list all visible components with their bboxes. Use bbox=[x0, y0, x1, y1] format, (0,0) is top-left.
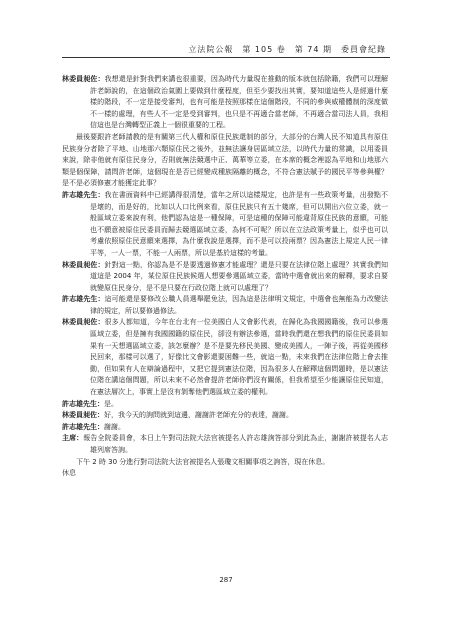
speaker-label: 林委員昶佐： bbox=[62, 75, 105, 83]
paragraph-text: 好，我今天的詢問就到這邊，謝謝許老師充分的表達，謝謝。 bbox=[104, 411, 293, 420]
paragraph-3 bbox=[62, 190, 388, 260]
paragraph-text: 很多人都知道，今年在台北有一位美國白人文會影代表，在歸化為我國國籍後，我可以參選區域立委，但是擁有我國國籍的原住民，卻沒有辦法參選，當時我們還在想我們的原住民委員如果有一天想選區域立委，該怎麼辦？是不是要先移民美國、變成美國人，一陣子後，再從美國移民回來，那樣可以選了，好像比文會影還要困難一些，就這一點，未來我們在法律位階上會去推動，但如果有人在辯論過程中，又把它提到憲法位階，因為很多人在解釋這個問題時，是以憲法位階在講這個問題，所以未來不必然會提許老師你們沒有關係，但我希望至少能讓原住民知道，在憲法層次上，事實上是沒有剝奪他們選區域立委的權利。 bbox=[90, 318, 389, 397]
paragraph-text: 我想還是針對我們來講也很重要，因為時代力量現在推動的版本就包括除籍，我們可以理解許老師說的，在這個政治氣圍上要做到什麼程度，但至少要找出其實，要知道這些人是經過什麼樣的階段，不一定是接受審判，也有可能是按照那樣在這個階段，不同的參與威權體制的深度做不一樣的處理，有些人不一定是受到審判，也只是不再適合當老師，不再適合當司法人員，我相信這也是台灣轉型正義上一個很重要的工程。 bbox=[90, 75, 389, 130]
paragraph-text: 這可能還是要修改公職人員選舉罷免法，因為這是法律明文規定，中選會也無能為力改變法律的規定，所以要修過修法。 bbox=[90, 295, 389, 315]
paragraph-1 bbox=[62, 74, 388, 132]
speaker-label: 林委員昶佐： bbox=[62, 260, 105, 269]
paragraph-9 bbox=[62, 422, 388, 434]
paragraph-6 bbox=[62, 317, 388, 398]
paragraph-2 bbox=[62, 132, 388, 190]
speaker-label: 林委員昶佐： bbox=[62, 318, 105, 327]
gazette-header: 立法院公報 第 105 卷 第 74 期 委員會紀錄 bbox=[188, 45, 386, 54]
paragraph-text: 謝謝。 bbox=[104, 422, 125, 431]
header-rule bbox=[62, 57, 390, 58]
paragraph-8 bbox=[62, 410, 388, 422]
page-number: 287 bbox=[219, 576, 233, 584]
paragraph-text: 是。 bbox=[104, 399, 118, 408]
paragraph-12 bbox=[62, 468, 388, 480]
speaker-label: 許志雄先生： bbox=[62, 295, 105, 304]
speaker-label: 許志雄先生： bbox=[62, 422, 104, 431]
speaker-label: 許志雄先生： bbox=[62, 399, 104, 408]
speaker-label: 許志雄先生： bbox=[62, 190, 105, 199]
paragraph-text: 我在書面資料中已經講得很清楚，當年之所以這樣規定，也許是有一些政策考量，出發點不是壞的，而是好的，比如以人口比例來看，原住民族只有五十幾席，但可以開出六位立委，就一般區域立委來說有利，他們認為這是一種保障，可是這種的保障可能違背原住民族的意願，可能也不願意被原住民委員而歸去競選區域立委，為何不可呢？所以在立法政策考量上，似乎也可以考慮依照原住民意願來選擇，為什麼我說是選擇，而不是可以投兩票？因為憲法上規定人民一律平等，一人一票，不能一人兩票，所以是基於這樣的考量。 bbox=[90, 190, 389, 257]
paragraph-text: 休息 bbox=[62, 469, 76, 478]
paragraph-4 bbox=[62, 260, 388, 295]
speaker-label: 主席： bbox=[62, 434, 84, 443]
paragraph-10 bbox=[62, 433, 388, 456]
paragraph-text: 下午 2 時 30 分進行對司法院大法官被提名人張瓊文相關事項之詢答，現在休息。 bbox=[76, 457, 330, 466]
paragraph-7 bbox=[62, 399, 388, 411]
paragraph-11 bbox=[62, 457, 388, 469]
paragraph-text: 最後要跟許老師請教的是有關第三代人權和原住民族還制的部分，大部分的台灣人民不知道具有原住民族身分者除了平地、山地那六類原住民之後外，並無法讓身居區域立法，以時代力量的常識，以用委員來說，除非他就有原住民身分，否則就無法競選中正、萬華等立委，在本席的概念裡認為平地和山地那六類是個保障，請問許老師，這個現在是否已經變成種族隔離的概念，不符合憲法賦予的國民平等參與權？是不是必須修憲才能獲定此事？ bbox=[62, 132, 388, 188]
transcript-body bbox=[62, 74, 388, 480]
paragraph-text: 報告全院委員會，本日上午對司法院大法官被提名人許志雄詢答部分到此為止，謝謝許被提名人志雄列席答詢。 bbox=[83, 434, 389, 454]
speaker-label: 林委員昶佐： bbox=[62, 411, 104, 420]
paragraph-5 bbox=[62, 294, 388, 317]
paragraph-text: 針對這一點，你認為是不是要透過修憲才能處理？還是只要在法律位階上處理？其實我們知道這是 2004 年，某位原住民族候選人想要參選區域立委，當時中選會就出來的解釋，要求自要就變原住民身分，是不是只要在行政位階上就可以處理了？ bbox=[90, 260, 389, 292]
